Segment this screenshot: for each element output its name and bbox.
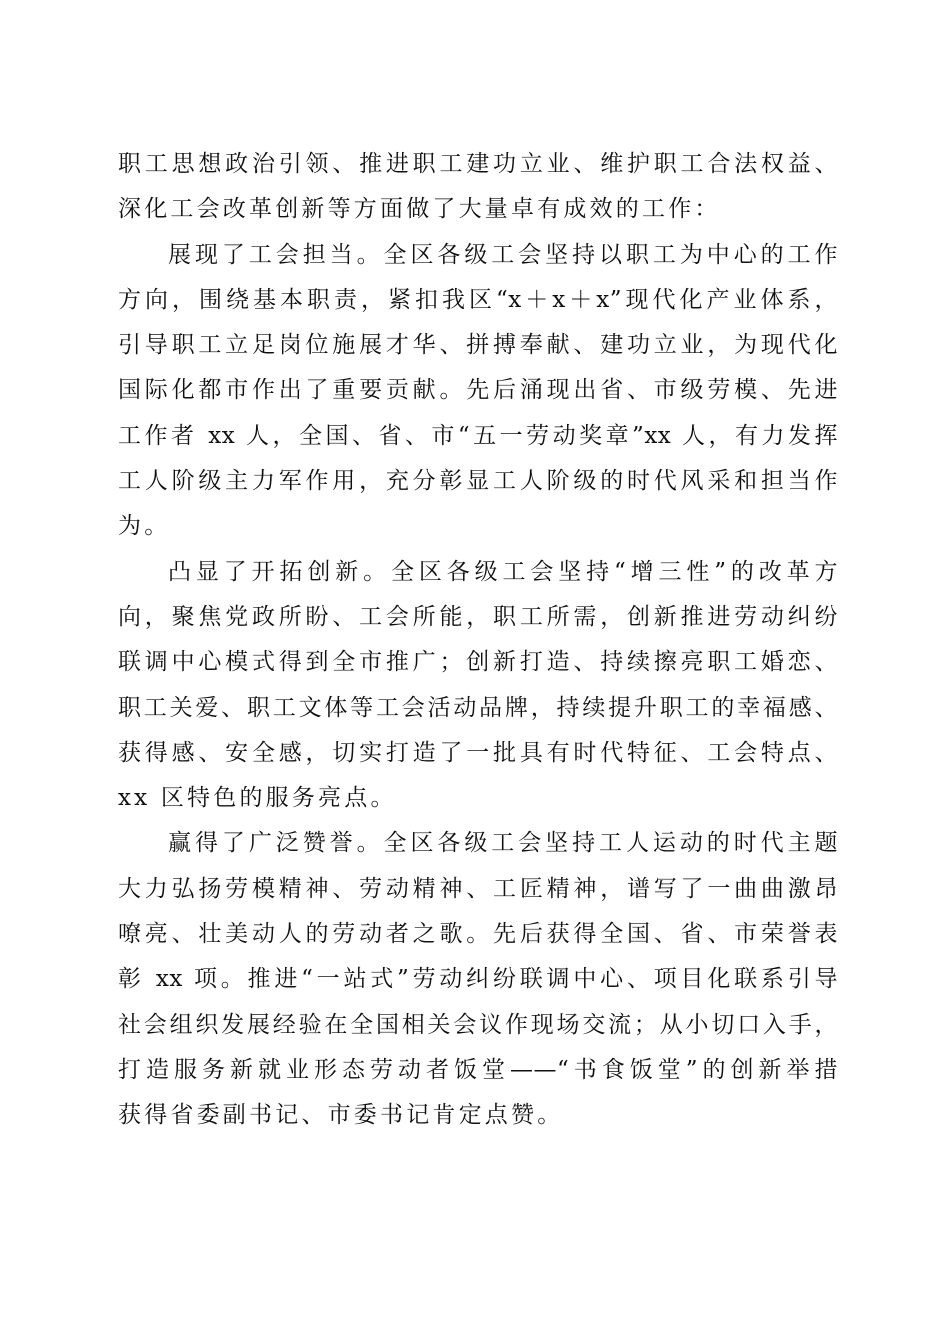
text-line: 获得感、安全感，切实打造了一批具有时代特征、工会特点、 bbox=[118, 739, 838, 766]
text-line: 社会组织发展经验在全国相关会议作现场交流；从小切口入手， bbox=[118, 1011, 838, 1038]
text-line: 方向，围绕基本职责，紧扣我区“x＋x＋x”现代化产业体系， bbox=[118, 286, 838, 313]
text-line: 大力弘扬劳模精神、劳动精神、工匠精神，谱写了一曲曲激昂 bbox=[118, 875, 838, 902]
text-line: 职工思想政治引领、推进职工建功立业、维护职工合法权益、 bbox=[118, 151, 838, 177]
paragraph-first-line: 赢得了广泛赞誉。全区各级工会坚持工人运动的时代主题 bbox=[168, 830, 838, 857]
paragraph-first-line: 展现了工会担当。全区各级工会坚持以职工为中心的工作 bbox=[168, 241, 838, 268]
text-line: 获得省委副书记、市委书记肯定点赞。 bbox=[118, 1102, 564, 1129]
text-line: 国际化都市作出了重要贡献。先后涌现出省、市级劳模、先进 bbox=[118, 377, 838, 404]
text-line: 向，聚焦党政所盼、工会所能，职工所需，创新推进劳动纠纷 bbox=[118, 603, 838, 630]
text-line: 深化工会改革创新等方面做了大量卓有成效的工作： bbox=[118, 196, 721, 223]
text-line: 引导职工立足岗位施展才华、拼搏奉献、建功立业，为现代化 bbox=[118, 332, 838, 359]
text-line: 嘹亮、壮美动人的劳动者之歌。先后获得全国、省、市荣誉表 bbox=[118, 921, 838, 948]
text-line: 打造服务新就业形态劳动者饭堂——“书食饭堂”的创新举措 bbox=[118, 1056, 838, 1083]
text-line: 彰 xx 项。推进“一站式”劳动纠纷联调中心、项目化联系引导 bbox=[118, 966, 838, 993]
text-line: 工人阶级主力军作用，充分彰显工人阶级的时代风采和担当作 bbox=[118, 468, 838, 495]
text-line: 为。 bbox=[118, 513, 171, 540]
text-line: 联调中心模式得到全市推广；创新打造、持续擦亮职工婚恋、 bbox=[118, 649, 838, 676]
paragraph-first-line: 凸显了开拓创新。全区各级工会坚持“增三性”的改革方 bbox=[168, 558, 838, 585]
body-text bbox=[118, 142, 838, 1139]
text-line: 职工关爱、职工文体等工会活动品牌，持续提升职工的幸福感、 bbox=[118, 694, 838, 721]
text-line: xx 区特色的服务亮点。 bbox=[118, 785, 397, 812]
text-line: 工作者 xx 人，全国、省、市“五一劳动奖章”xx 人，有力发挥 bbox=[118, 422, 838, 449]
